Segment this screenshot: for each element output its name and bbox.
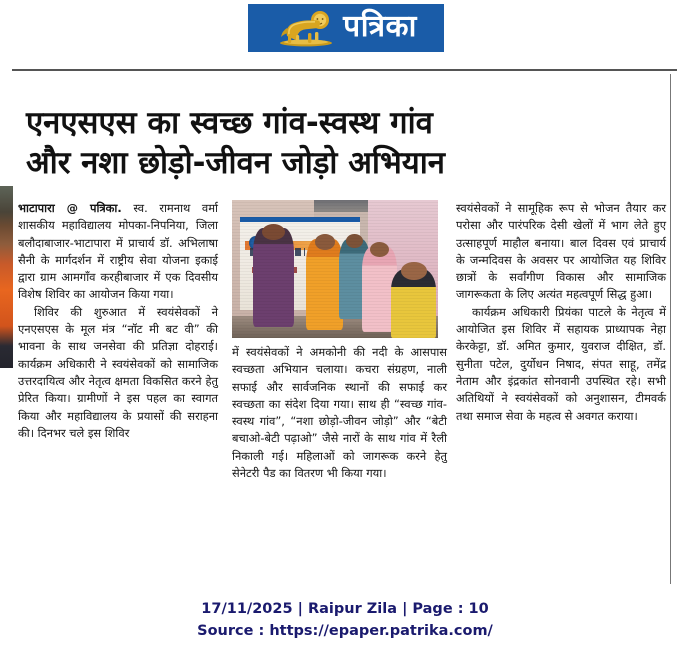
patrika-masthead bbox=[248, 4, 444, 52]
headline-line-1: एनएसएस का स्वच्छ गांव-स्वस्थ गांव bbox=[26, 104, 433, 141]
photo-halftone-grain bbox=[232, 200, 438, 338]
column1-paragraph-1-text: स्व. रामनाथ वर्मा शासकीय महाविद्यालय मोपका-निपनिया, जिला बलौदाबाजार-भाटापारा में प्राचार्य डॉ. अभिलाषा सैनी के मार्गदर्शन में राष्ट्रीय सेवा योजना इकाई द्वारा ग्राम आमगाँव करहीबाजार में एक दिवसीय विशेष शिविर का आयोजन किया गया। bbox=[18, 201, 218, 302]
dateline: भाटापारा @ पत्रिका. bbox=[18, 201, 122, 215]
page-title bbox=[26, 103, 666, 183]
adjacent-article-photo-crop bbox=[0, 186, 13, 368]
article-column-3 bbox=[456, 200, 666, 425]
column3-paragraph-1: स्वयंसेवकों ने सामूहिक रूप से भोजन तैयार कर परोसा और पारंपरिक देसी खेलों में भाग लेते हुए उत्साहपूर्ण माहौल बनाया। बाल दिवस एवं प्राचार्य के जन्मदिवस के अवसर पर आयोजित यह शिविर छात्रों के सर्वांगीण विकास और सामाजिक जागरूकता के लिए अत्यंत महत्वपूर्ण सिद्ध हुआ। bbox=[456, 201, 666, 302]
top-divider-rule bbox=[12, 69, 677, 71]
column1-paragraph-2: शिविर की शुरुआत में स्वयंसेवकों ने एनएसएस के मूल मंत्र “नॉट मी बट वी” की भावना के साथ जनसेवा की प्रतिज्ञा दोहराई। कार्यक्रम अधिकारी ने स्वयंसेवकों को सामाजिक उत्तरदायित्व और नेतृत्व क्षमता विकसित करने हेतु प्रेरित किया। ग्रामीणों ने इस पहल का स्वागत किया और महाविद्यालय के प्रयासों की सराहना की। दिनभर चले इस शिविर bbox=[18, 304, 218, 440]
article-column-2 bbox=[232, 200, 447, 482]
column3-paragraph-2: कार्यक्रम अधिकारी प्रियंका पाटले के नेतृत्व में आयोजित इस शिविर में सहायक प्राध्यापक नेहा केरकेट्टा, डॉ. अमित कुमार, युवराज दीक्षित, डॉ. सुनीता पटेल, दुर्योधन निषाद, संपत साहू, तमेंद्र नेताम और इंद्रकांत सोनवानी उपस्थित रहे। सभी अतिथियों ने स्वयंसेवकों को अनुशासन, टीमवर्क तथा समाज सेवा के महत्व से अवगत कराया। bbox=[456, 304, 666, 423]
right-column-rule bbox=[670, 74, 671, 584]
article-body bbox=[18, 200, 666, 580]
nss-camp-photo bbox=[232, 200, 438, 338]
source-footer bbox=[0, 598, 690, 642]
article-column-1 bbox=[18, 200, 218, 442]
lion-icon bbox=[275, 8, 337, 48]
masthead-brand: पत्रिका bbox=[343, 9, 417, 44]
headline-line-2: और नशा छोड़ो-जीवन जोड़ो अभियान bbox=[26, 144, 445, 181]
footer-date-edition-page: 17/11/2025 | Raipur Zila | Page : 10 bbox=[201, 601, 489, 617]
column2-paragraph-1: में स्वयंसेवकों ने अमकोनी की नदी के आसपास स्वच्छता अभियान चलाया। कचरा संग्रहण, नाली सफाई और सार्वजनिक स्थानों की सफाई कर स्वच्छता का संदेश दिया गया। साथ ही “स्वच्छ गांव-स्वस्थ गांव”, “नशा छोड़ो-जीवन जोड़ो” और “बेटी बचाओ-बेटी पढ़ाओ” जैसे नारों के साथ गांव में रैली निकाली गई। महिलाओं को जागरूक करने हेतु सेनेटरी पैड का वितरण भी किया गया। bbox=[232, 345, 447, 481]
footer-source-url: Source : https://epaper.patrika.com/ bbox=[197, 623, 493, 639]
column1-paragraph-1 bbox=[18, 200, 218, 304]
